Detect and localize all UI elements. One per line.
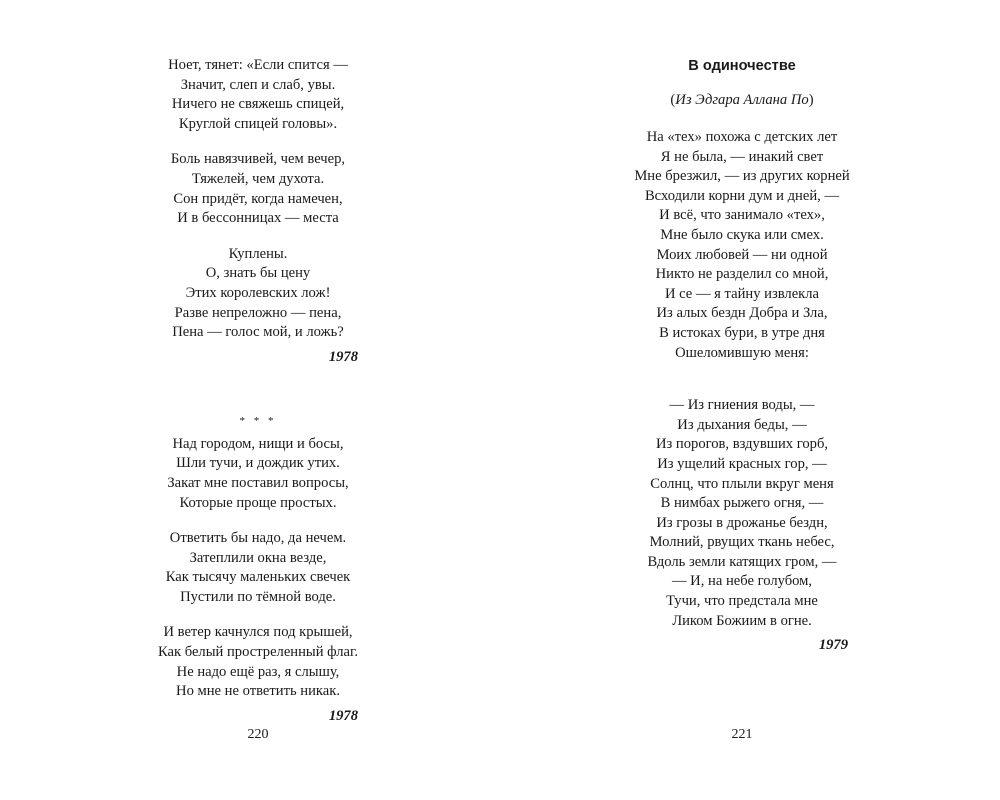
stanza xyxy=(108,245,408,343)
verse-line: Из алых бездн Добра и Зла, xyxy=(656,305,828,322)
stanza-gap xyxy=(108,134,408,150)
verse-line: Не надо ещё раз, я слышу, xyxy=(176,663,340,680)
verse-line: Моих любовей — ни одной xyxy=(656,246,828,263)
verse-line: — Из гниения воды, — xyxy=(669,397,815,414)
subtitle-paren-open: ( xyxy=(670,92,676,108)
verse-line: Никто не разделил со мной, xyxy=(655,266,829,283)
verse-line: Мне было скука или смех. xyxy=(660,226,824,243)
verse-line: Молний, рвущих ткань небес, xyxy=(649,534,835,551)
poem-untitled xyxy=(108,435,408,726)
stanza-gap xyxy=(108,513,408,529)
verse-line: Вдоль земли катящих гром, — xyxy=(647,553,837,570)
verse-line: Ошеломившую меня: xyxy=(675,344,809,361)
right-page-text-column xyxy=(592,56,892,655)
verse-line: Над городом, нищи и босы, xyxy=(172,435,344,452)
verse-line: Ничего не свяжешь спицей, xyxy=(171,96,345,113)
stanza xyxy=(108,623,408,701)
stanza xyxy=(108,56,408,134)
verse-line: Тучи, что предстала мне xyxy=(666,593,818,610)
stanza xyxy=(592,396,892,631)
verse-line: Из ущелий красных гор, — xyxy=(657,455,827,472)
verse-line: Этих королевских лож! xyxy=(185,284,331,301)
verse-line: Круглой спицей головы». xyxy=(178,115,338,132)
verse-line: Боль навязчивей, чем вечер, xyxy=(170,151,346,168)
page-number: 221 xyxy=(731,727,753,742)
section-separator: * * * xyxy=(239,414,277,427)
verse-line: Шли тучи, и дождик утих. xyxy=(176,455,340,472)
stanza-gap xyxy=(108,229,408,245)
poem-date: 1979 xyxy=(818,637,848,654)
subtitle-paren-close: ) xyxy=(808,92,814,108)
left-page-text-column xyxy=(108,56,408,726)
verse-line: Как тысячу маленьких свечек xyxy=(165,569,351,586)
verse-line: Закат мне поставил вопросы, xyxy=(167,474,349,491)
poem-subtitle xyxy=(592,90,892,110)
verse-line: Сон придёт, когда намечен, xyxy=(173,190,343,207)
stanza-gap xyxy=(108,607,408,623)
verse-line: И всё, что занимало «тех», xyxy=(659,207,825,224)
subtitle-attribution: Из Эдгара Аллана По xyxy=(675,92,809,108)
verse-line: Которые проще простых. xyxy=(179,494,337,511)
poem-continued xyxy=(108,56,408,367)
verse-line: В истоках бури, в утре дня xyxy=(659,324,825,341)
verse-line: Из порогов, вздувших горб, xyxy=(655,436,829,453)
verse-line: Куплены. xyxy=(228,245,288,262)
stanza xyxy=(108,150,408,228)
page-number: 220 xyxy=(247,727,269,742)
stanza xyxy=(108,435,408,513)
verse-line: Тяжелей, чем духота. xyxy=(191,170,325,187)
poem-date: 1978 xyxy=(328,348,358,365)
verse-line: Но мне не ответить никак. xyxy=(176,683,340,700)
verse-line: О, знать бы цену xyxy=(205,265,311,282)
verse-line: В нимбах рыжего огня, — xyxy=(660,495,824,512)
verse-line: Ноет, тянет: «Если спится — xyxy=(168,57,348,73)
verse-line: Пустили по тёмной воде. xyxy=(180,588,336,605)
verse-line: Солнц, что плыли вкруг меня xyxy=(650,475,834,492)
verse-line: Всходили корни дум и дней, — xyxy=(644,187,840,204)
stanza xyxy=(592,128,892,363)
poem-title: В одиночестве xyxy=(688,58,796,74)
verse-line: Мне брезжил, — из других корней xyxy=(634,168,850,185)
stanza-gap xyxy=(592,363,892,396)
verse-line: И се — я тайну извлекла xyxy=(664,285,820,302)
verse-line: Разве непреложно — пена, xyxy=(174,304,342,321)
verse-line: Как белый простреленный флаг. xyxy=(157,644,359,661)
verse-line: На «тех» похожа с детских лет xyxy=(646,129,838,145)
verse-line: Ответить бы надо, да нечем. xyxy=(169,530,347,547)
verse-line: Пена — голос мой, и ложь? xyxy=(172,324,344,341)
verse-line: Затеплили окна везде, xyxy=(189,549,327,566)
verse-line: — И, на небе голубом, xyxy=(671,573,813,590)
verse-line: Из грозы в дрожанье бездн, xyxy=(656,514,828,531)
poem-date: 1978 xyxy=(328,707,358,724)
stanza xyxy=(108,529,408,607)
verse-line: Значит, слеп и слаб, увы. xyxy=(180,76,336,93)
verse-line: И в бессонницах — места xyxy=(177,210,339,227)
verse-line: Из дыхания беды, — xyxy=(677,416,807,433)
right-page xyxy=(500,0,1000,800)
verse-line: Я не была, — инакий свет xyxy=(660,148,824,165)
verse-line: Ликом Божиим в огне. xyxy=(672,612,812,629)
verse-line: И ветер качнулся под крышей, xyxy=(163,624,353,641)
